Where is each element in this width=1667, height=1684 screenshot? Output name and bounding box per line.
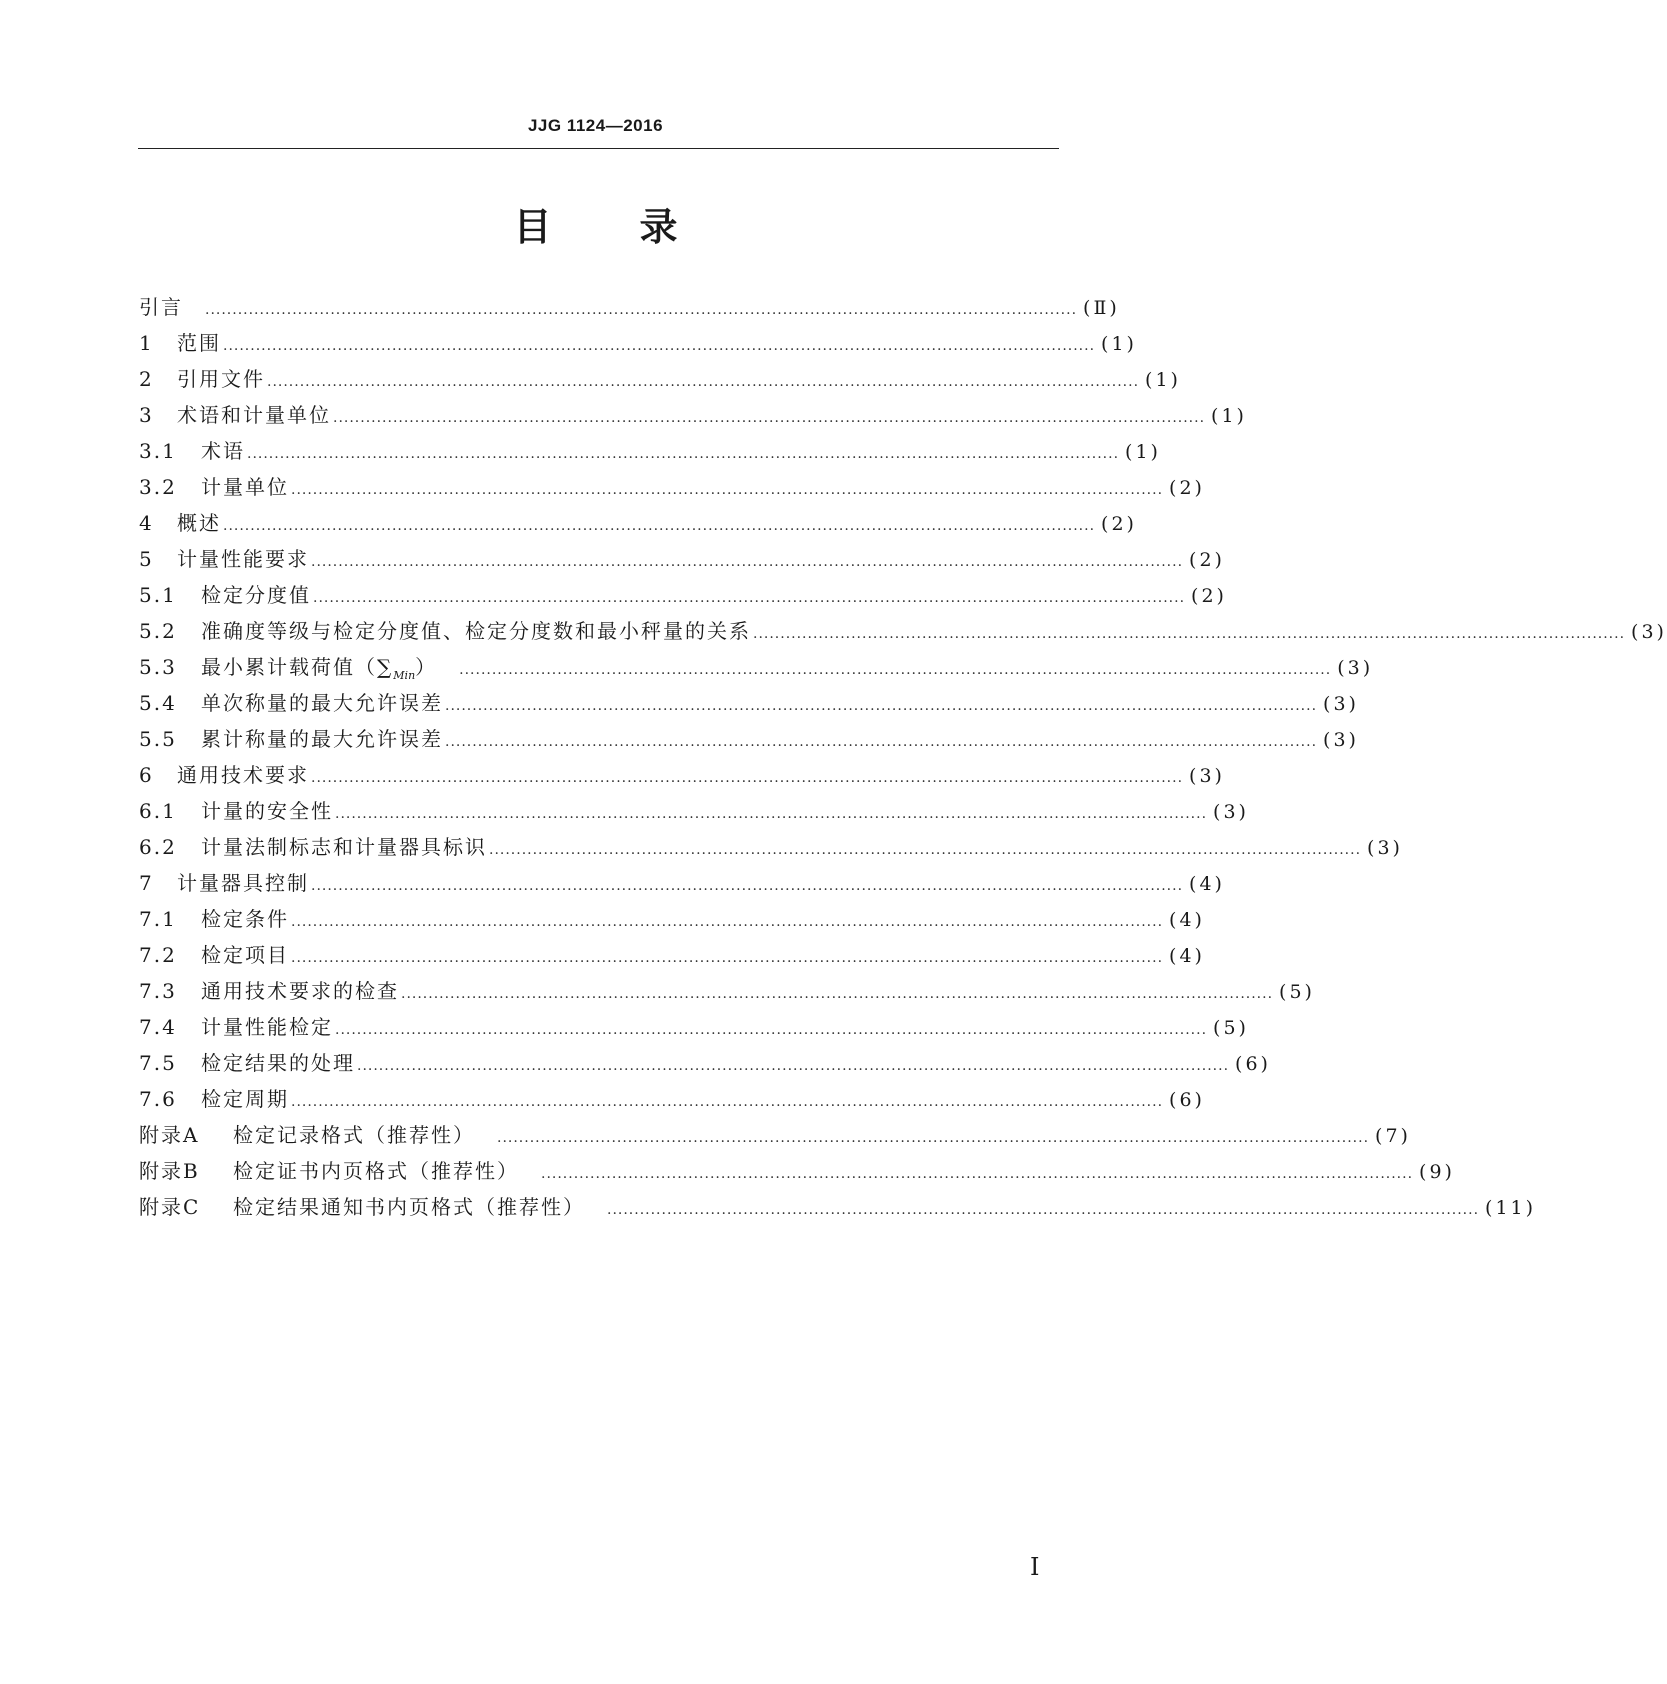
leader-dots: ................................................................................................................................................................ (445, 734, 1318, 750)
toc-section-number: 1 (139, 331, 154, 355)
leader-dots: ................................................................................................................................................................ (335, 806, 1208, 822)
toc-entry-title: 最小累计载荷值$(\sum_{Min})$ (201, 655, 438, 682)
toc-entry-title: 引言 (139, 295, 183, 319)
toc-entry-title: 累计称量的最大允许误差 (201, 727, 443, 751)
toc-entry-appendix[interactable] (139, 1189, 1537, 1225)
leader-dots: ................................................................................................................................................................ (357, 1058, 1230, 1074)
leader-dots: ................................................................................................................................................................ (291, 914, 1164, 930)
toc-entry[interactable] (139, 361, 1181, 397)
toc-section-number: 7.5 (139, 1051, 177, 1075)
toc-entry-title: 范围 (177, 331, 221, 355)
leader-dots: ................................................................................................................................................................ (753, 626, 1626, 642)
leader-dots: ................................................................................................................................................................ (607, 1202, 1480, 1218)
toc-appendix-label: 附录B (139, 1159, 200, 1183)
leader-dots: ................................................................................................................................................................ (291, 1094, 1164, 1110)
toc-section-number: 3.2 (139, 475, 177, 499)
toc-page-number: (Ⅱ) (1083, 297, 1120, 319)
leader-dots: ................................................................................................................................................................ (313, 590, 1186, 606)
toc-page-number: (3) (1213, 801, 1249, 823)
leader-dots: ................................................................................................................................................................ (267, 374, 1140, 390)
toc-entry[interactable] (139, 721, 1359, 757)
toc-section-number: 7.6 (139, 1087, 177, 1111)
toc-entry-title: 计量的安全性 (201, 799, 333, 823)
toc-section-number: 4 (139, 511, 154, 535)
toc-entry-title: 检定结果的处理 (201, 1051, 355, 1075)
toc-entry-title: 检定分度值 (201, 583, 311, 607)
toc-page-number: (1) (1125, 441, 1161, 463)
toc-entry-foreword[interactable] (139, 289, 1120, 325)
toc-entry[interactable] (139, 505, 1137, 541)
toc-entry[interactable] (139, 613, 1667, 649)
toc-page-number: (3) (1631, 621, 1667, 643)
toc-section-number: 5.3 (139, 655, 177, 679)
toc-entry-title: 检定项目 (201, 943, 289, 967)
title-char-2: 录 (639, 205, 678, 249)
toc-page-number: (1) (1211, 405, 1247, 427)
toc-page-number: (7) (1375, 1125, 1411, 1147)
toc-entry[interactable] (139, 865, 1225, 901)
toc-page-number: (4) (1169, 945, 1205, 967)
leader-dots: ................................................................................................................................................................ (497, 1130, 1370, 1146)
toc-section-number: 7 (139, 871, 154, 895)
table-of-contents (139, 289, 1667, 1225)
leader-dots: ................................................................................................................................................................ (311, 878, 1184, 894)
toc-page-number: (9) (1419, 1161, 1455, 1183)
toc-section-number: 5.4 (139, 691, 177, 715)
toc-entry-title: 检定条件 (201, 907, 289, 931)
toc-entry-title: 计量器具控制 (177, 871, 309, 895)
toc-entry-title: 单次称量的最大允许误差 (201, 691, 443, 715)
toc-page-number: (2) (1101, 513, 1137, 535)
toc-section-number: 7.3 (139, 979, 177, 1003)
toc-entry[interactable] (139, 685, 1359, 721)
toc-page-number: (3) (1337, 657, 1374, 679)
toc-entry-title: 检定结果通知书内页格式（推荐性） (233, 1195, 585, 1219)
toc-page-number: (5) (1213, 1017, 1249, 1039)
toc-page-number: (1) (1101, 333, 1137, 355)
toc-entry-title: 计量性能检定 (201, 1015, 333, 1039)
leader-dots: ................................................................................................................................................................ (205, 302, 1078, 318)
toc-page-number: (6) (1169, 1089, 1205, 1111)
leader-dots: ................................................................................................................................................................ (291, 482, 1164, 498)
toc-section-number: 6 (139, 763, 154, 787)
toc-page-number: (2) (1191, 585, 1227, 607)
toc-page-number: (2) (1169, 477, 1205, 499)
leader-dots: ................................................................................................................................................................ (311, 554, 1184, 570)
sigma-subscript: Min (393, 669, 416, 682)
toc-entry-title: 计量单位 (201, 475, 289, 499)
toc-page-number: (4) (1169, 909, 1205, 931)
toc-entry[interactable] (139, 973, 1315, 1009)
toc-entry[interactable] (139, 577, 1227, 613)
toc-entry[interactable] (139, 469, 1205, 505)
toc-entry-title: 检定记录格式（推荐性） (233, 1123, 475, 1147)
leader-dots: ................................................................................................................................................................ (459, 662, 1332, 678)
footer-page-number: I (1030, 1553, 1040, 1581)
toc-entry[interactable] (139, 901, 1205, 937)
toc-entry[interactable] (139, 937, 1205, 973)
toc-entry-title: 通用技术要求 (177, 763, 309, 787)
toc-entry-title: 计量性能要求 (177, 547, 309, 571)
toc-appendix-label: 附录C (139, 1195, 201, 1219)
toc-entry[interactable] (139, 1045, 1271, 1081)
toc-page-number: (6) (1235, 1053, 1271, 1075)
toc-section-number: 5.1 (139, 583, 177, 607)
toc-page-number: (3) (1189, 765, 1225, 787)
toc-entry[interactable] (139, 1081, 1205, 1117)
page-title (0, 203, 1191, 251)
toc-page-number: (5) (1279, 981, 1315, 1003)
leader-dots: ................................................................................................................................................................ (291, 950, 1164, 966)
toc-section-number: 6.2 (139, 835, 177, 859)
toc-entry[interactable] (139, 433, 1161, 469)
leader-dots: ................................................................................................................................................................ (401, 986, 1274, 1002)
toc-entry[interactable] (139, 1009, 1249, 1045)
toc-section-number: 6.1 (139, 799, 177, 823)
leader-dots: ................................................................................................................................................................ (445, 698, 1318, 714)
toc-section-number: 3 (139, 403, 154, 427)
toc-entry-title: 检定周期 (201, 1087, 289, 1111)
standard-code-header: JJG 1124—2016 (527, 116, 664, 135)
toc-entry[interactable] (139, 541, 1225, 577)
toc-entry[interactable] (139, 397, 1247, 433)
leader-dots: ................................................................................................................................................................ (247, 446, 1120, 462)
toc-appendix-label: 附录A (139, 1123, 200, 1147)
toc-entry-title: 准确度等级与检定分度值、检定分度数和最小秤量的关系 (201, 619, 751, 643)
toc-entry-title: 概述 (177, 511, 221, 535)
leader-dots: ................................................................................................................................................................ (489, 842, 1362, 858)
toc-page-number: (2) (1189, 549, 1225, 571)
toc-page-number: (4) (1189, 873, 1225, 895)
leader-dots: ................................................................................................................................................................ (223, 338, 1096, 354)
toc-page-number: (11) (1485, 1197, 1537, 1219)
toc-entry-title: 通用技术要求的检查 (201, 979, 399, 1003)
toc-section-number: 7.1 (139, 907, 177, 931)
toc-section-number: 5 (139, 547, 154, 571)
header-rule (138, 148, 1059, 149)
toc-section-number: 7.4 (139, 1015, 177, 1039)
toc-page-number: (3) (1367, 837, 1403, 859)
toc-section-number: 5.2 (139, 619, 177, 643)
toc-entry-title: 术语和计量单位 (177, 403, 331, 427)
toc-entry[interactable] (139, 793, 1249, 829)
toc-entry[interactable] (139, 325, 1137, 361)
toc-entry[interactable] (139, 757, 1225, 793)
toc-section-number: 5.5 (139, 727, 177, 751)
leader-dots: ................................................................................................................................................................ (335, 1022, 1208, 1038)
leader-dots: ................................................................................................................................................................ (311, 770, 1184, 786)
leader-dots: ................................................................................................................................................................ (541, 1166, 1414, 1182)
toc-entry-title: 检定证书内页格式（推荐性） (233, 1159, 519, 1183)
toc-entry-title: 引用文件 (177, 367, 265, 391)
leader-dots: ................................................................................................................................................................ (333, 410, 1206, 426)
sigma-symbol: ∑ (377, 655, 394, 679)
toc-section-number: 3.1 (139, 439, 177, 463)
toc-page-number: (3) (1323, 729, 1359, 751)
title-char-1: 目 (513, 205, 552, 249)
leader-dots: ................................................................................................................................................................ (223, 518, 1096, 534)
toc-page-number: (3) (1323, 693, 1359, 715)
toc-section-number: 2 (139, 367, 154, 391)
toc-entry-appendix[interactable] (139, 1117, 1411, 1153)
toc-entry-appendix[interactable] (139, 1153, 1455, 1189)
toc-entry-title: 计量法制标志和计量器具标识 (201, 835, 487, 859)
toc-page-number: (1) (1145, 369, 1181, 391)
toc-entry[interactable] (139, 829, 1403, 865)
toc-entry-title: 术语 (201, 439, 245, 463)
toc-entry[interactable] (139, 649, 1374, 685)
toc-section-number: 7.2 (139, 943, 177, 967)
